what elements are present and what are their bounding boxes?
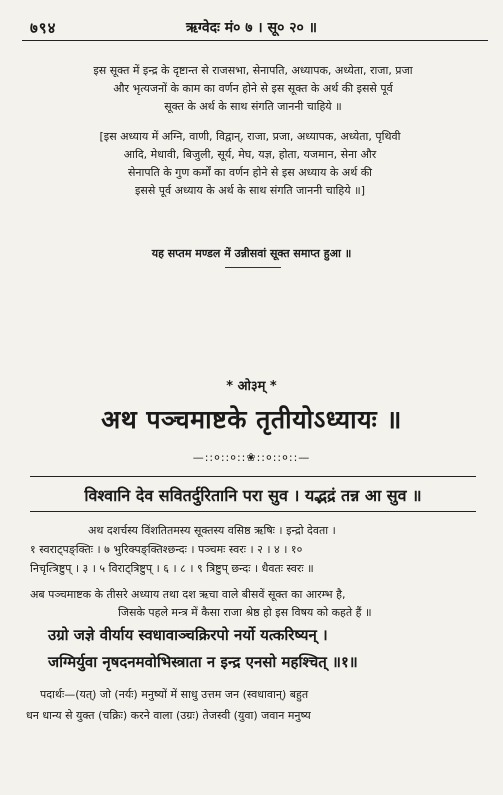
chapter-summary-line: आदि, मेधावी, बिजुली, सूर्य, मेघ, यज्ञ, होता, यजमान, सेना और	[123, 148, 377, 161]
summary-line: सूक्त के अर्थ के साथ संगति जाननी चाहिये ॥	[164, 100, 342, 113]
chapter-title: अथ पञ्चमाष्टके तृतीयोऽध्यायः ॥	[101, 405, 402, 434]
ornament-divider: —::०::०::❀::०::०::—	[192, 451, 311, 464]
padartha-line: धन धान्य से युक्त (चक्रिः) करने वाला (उग्रः) तेजस्वी (युवा) जवान मनुष्य	[26, 709, 311, 722]
chapter-summary	[30, 128, 470, 200]
intro-line: जिसके पहले मन्त्र में कैसा राजा श्रेष्ठ हो इस विषय को कहते हैं ॥	[118, 606, 372, 619]
sukta-summary	[26, 62, 480, 116]
chapter-summary-line: सेनापति के गुण कर्मों का वर्णन होने से इस अध्याय के अर्थ की	[127, 166, 373, 179]
om-invocation: * ओ३म् *	[226, 379, 277, 394]
chapter-summary-line: इससे पूर्व अध्याय के अर्थ के साथ संगति जाननी चाहिये ॥]	[135, 184, 365, 197]
running-header	[0, 16, 503, 40]
running-title: ऋग्वेदः मं० ७ । सू० २० ॥	[185, 20, 318, 36]
meta-line-rishi: अथ दशर्चस्य विंशतितमस्य सूक्तस्य वसिष्ठ ऋषिः । इन्द्रो देवता ।	[88, 524, 336, 537]
header-rule	[22, 40, 488, 41]
page-number: ७९४	[30, 19, 57, 37]
intro-line: अब पञ्चमाष्टक के तीसरे अध्याय तथा दश ऋचा वाले बीसवें सूक्त का आरम्भ है,	[30, 588, 346, 601]
padartha-line: पदार्थः—(यत्) जो (नर्यः) मनुष्यों में साधु उत्तम जन (स्वधावान्) बहुत	[40, 688, 309, 701]
end-divider	[225, 267, 281, 268]
sukta-end-note: यह सप्तम मण्डल में उन्नीसवां सूक्त समाप्त हुआ ॥	[151, 247, 352, 260]
meta-line-svara: निचृत्त्रिष्टुप् । ३ । ५ विराट्त्रिष्टुप् । ६ । ८ । ९ त्रिष्टुप् छन्दः । धैवतः स्वरः ॥	[30, 562, 314, 575]
summary-line: इस सूक्त में इन्द्र के दृष्टान्त से राजसभा, सेनापति, अध्यापक, अध्येता, राजा, प्रजा	[93, 64, 413, 77]
mantra-line: जग्मिर्युवा नृषदनमवोभिस्त्राता न इन्द्र एनसो महश्चित् ॥१॥	[48, 653, 358, 671]
invocation-verse-box	[30, 476, 476, 512]
mantra-line: उग्रो जज्ञे वीर्याय स्वधावाञ्चक्रिरपो नर्यो यत्करिष्यन् ।	[48, 626, 328, 644]
meta-line-chhanda: १ स्वराट्पङ्क्तिः । ७ भुरिक्पङ्क्तिश्छन्दः । पञ्चमः स्वरः । २ । ४ । १०	[30, 543, 303, 556]
summary-line: और भृत्यजनों के काम का वर्णन होने से इस सूक्त के अर्थ की इससे पूर्व	[113, 82, 393, 95]
chapter-summary-line: [इस अध्याय में अग्नि, वाणी, विद्वान्, राजा, प्रजा, अध्यापक, अध्येता, पृथिवी	[99, 130, 401, 143]
invocation-verse: विश्वानि देव सवितर्दुरितानि परा सुव । यद्भद्रं तन्न आ सुव ॥	[84, 486, 422, 505]
